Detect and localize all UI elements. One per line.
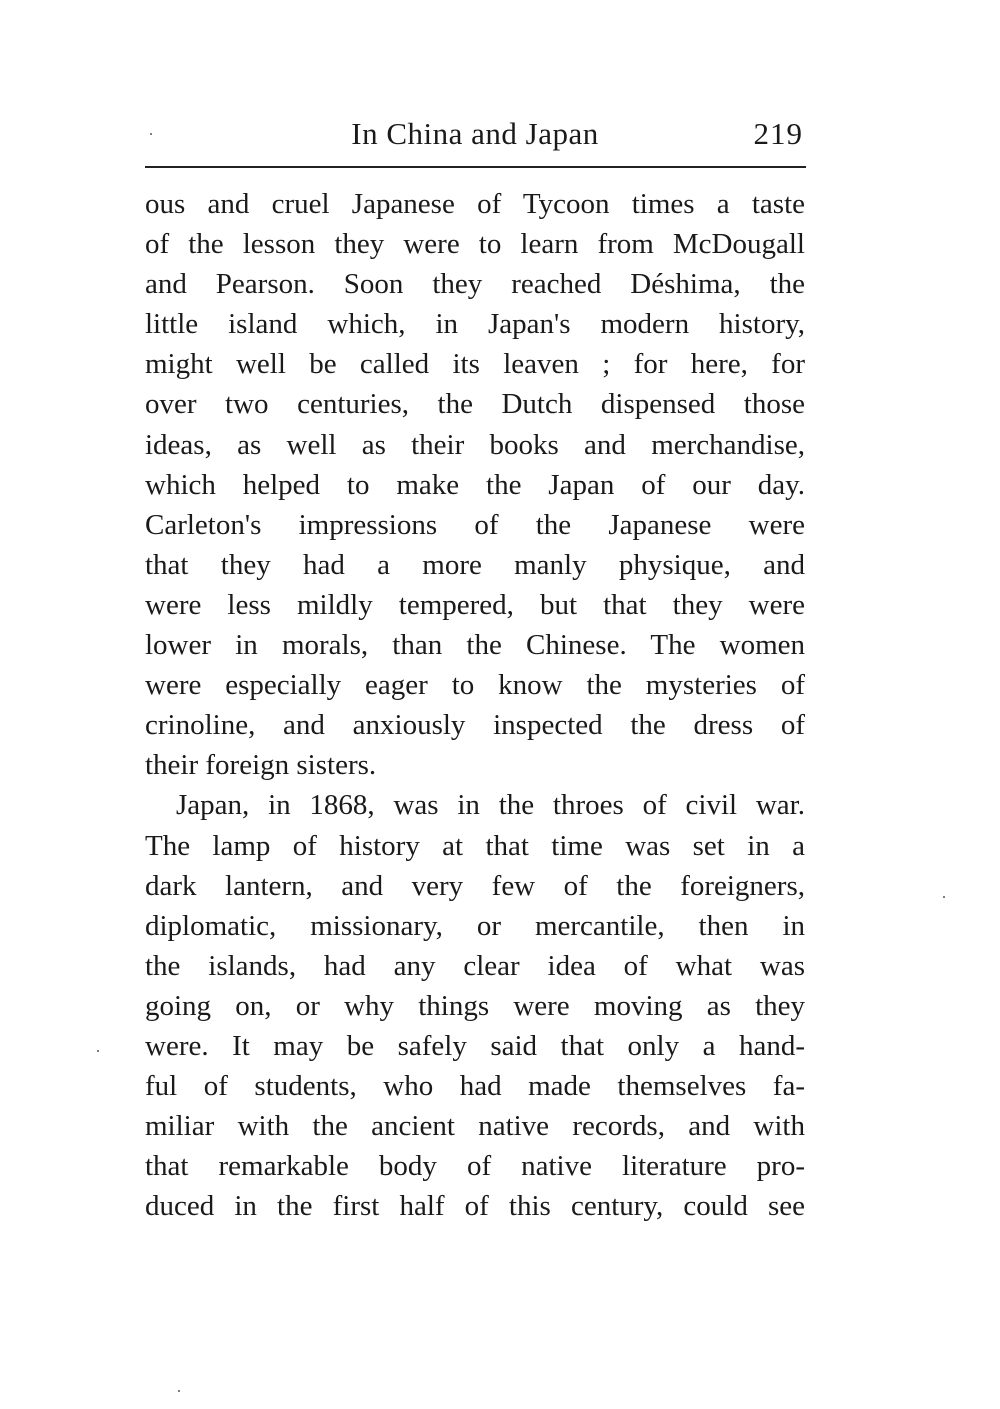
text-line: crinoline, and anxiously inspected the dress of [145,709,805,742]
text-line: were especially eager to know the mysteries of [145,669,805,702]
running-title: In China and Japan [351,116,599,151]
scan-speck [150,133,152,135]
text-line: that they had a more manly physique, and [145,548,805,581]
body-text [145,184,805,1226]
text-line: duced in the first half of this century, could see [145,1190,805,1223]
text-line: over two centuries, the Dutch dispensed those [145,388,805,421]
text-line: lower in morals, than the Chinese. The women [145,629,805,662]
text-line: dark lantern, and very few of the foreigners, [145,869,805,902]
text-line: ideas, as well as their books and merchandise, [145,428,805,461]
text-line: were less mildly tempered, but that they were [145,588,805,621]
text-line: which helped to make the Japan of our day. [145,468,805,501]
text-line: were. It may be safely said that only a hand- [145,1029,805,1062]
scan-speck [943,896,945,898]
text-line: little island which, in Japan's modern history, [145,308,805,341]
scan-speck [178,1390,180,1392]
running-head [145,112,805,156]
text-line: that remarkable body of native literature pro- [145,1150,805,1183]
text-line: ful of students, who had made themselves fa- [145,1070,805,1103]
text-line: diplomatic, missionary, or mercantile, then in [145,909,805,942]
page-number: 219 [753,116,803,151]
text-line: miliar with the ancient native records, and with [145,1110,805,1143]
text-line: ous and cruel Japanese of Tycoon times a taste [145,188,805,220]
text-line: their foreign sisters. [145,749,377,782]
text-line: the islands, had any clear idea of what was [145,949,805,982]
text-line: might well be called its leaven ; for here, for [145,348,805,381]
text-line: and Pearson. Soon they reached Déshima, the [145,268,805,301]
header-rule [145,166,806,168]
text-line: going on, or why things were moving as they [145,989,805,1022]
text-line: Japan, in 1868, was in the throes of civil war. [176,789,805,822]
text-line: Carleton's impressions of the Japanese were [145,508,805,541]
text-line: of the lesson they were to learn from McDougall [145,228,805,261]
scan-speck [97,1050,99,1052]
text-line: The lamp of history at that time was set in a [145,829,805,862]
